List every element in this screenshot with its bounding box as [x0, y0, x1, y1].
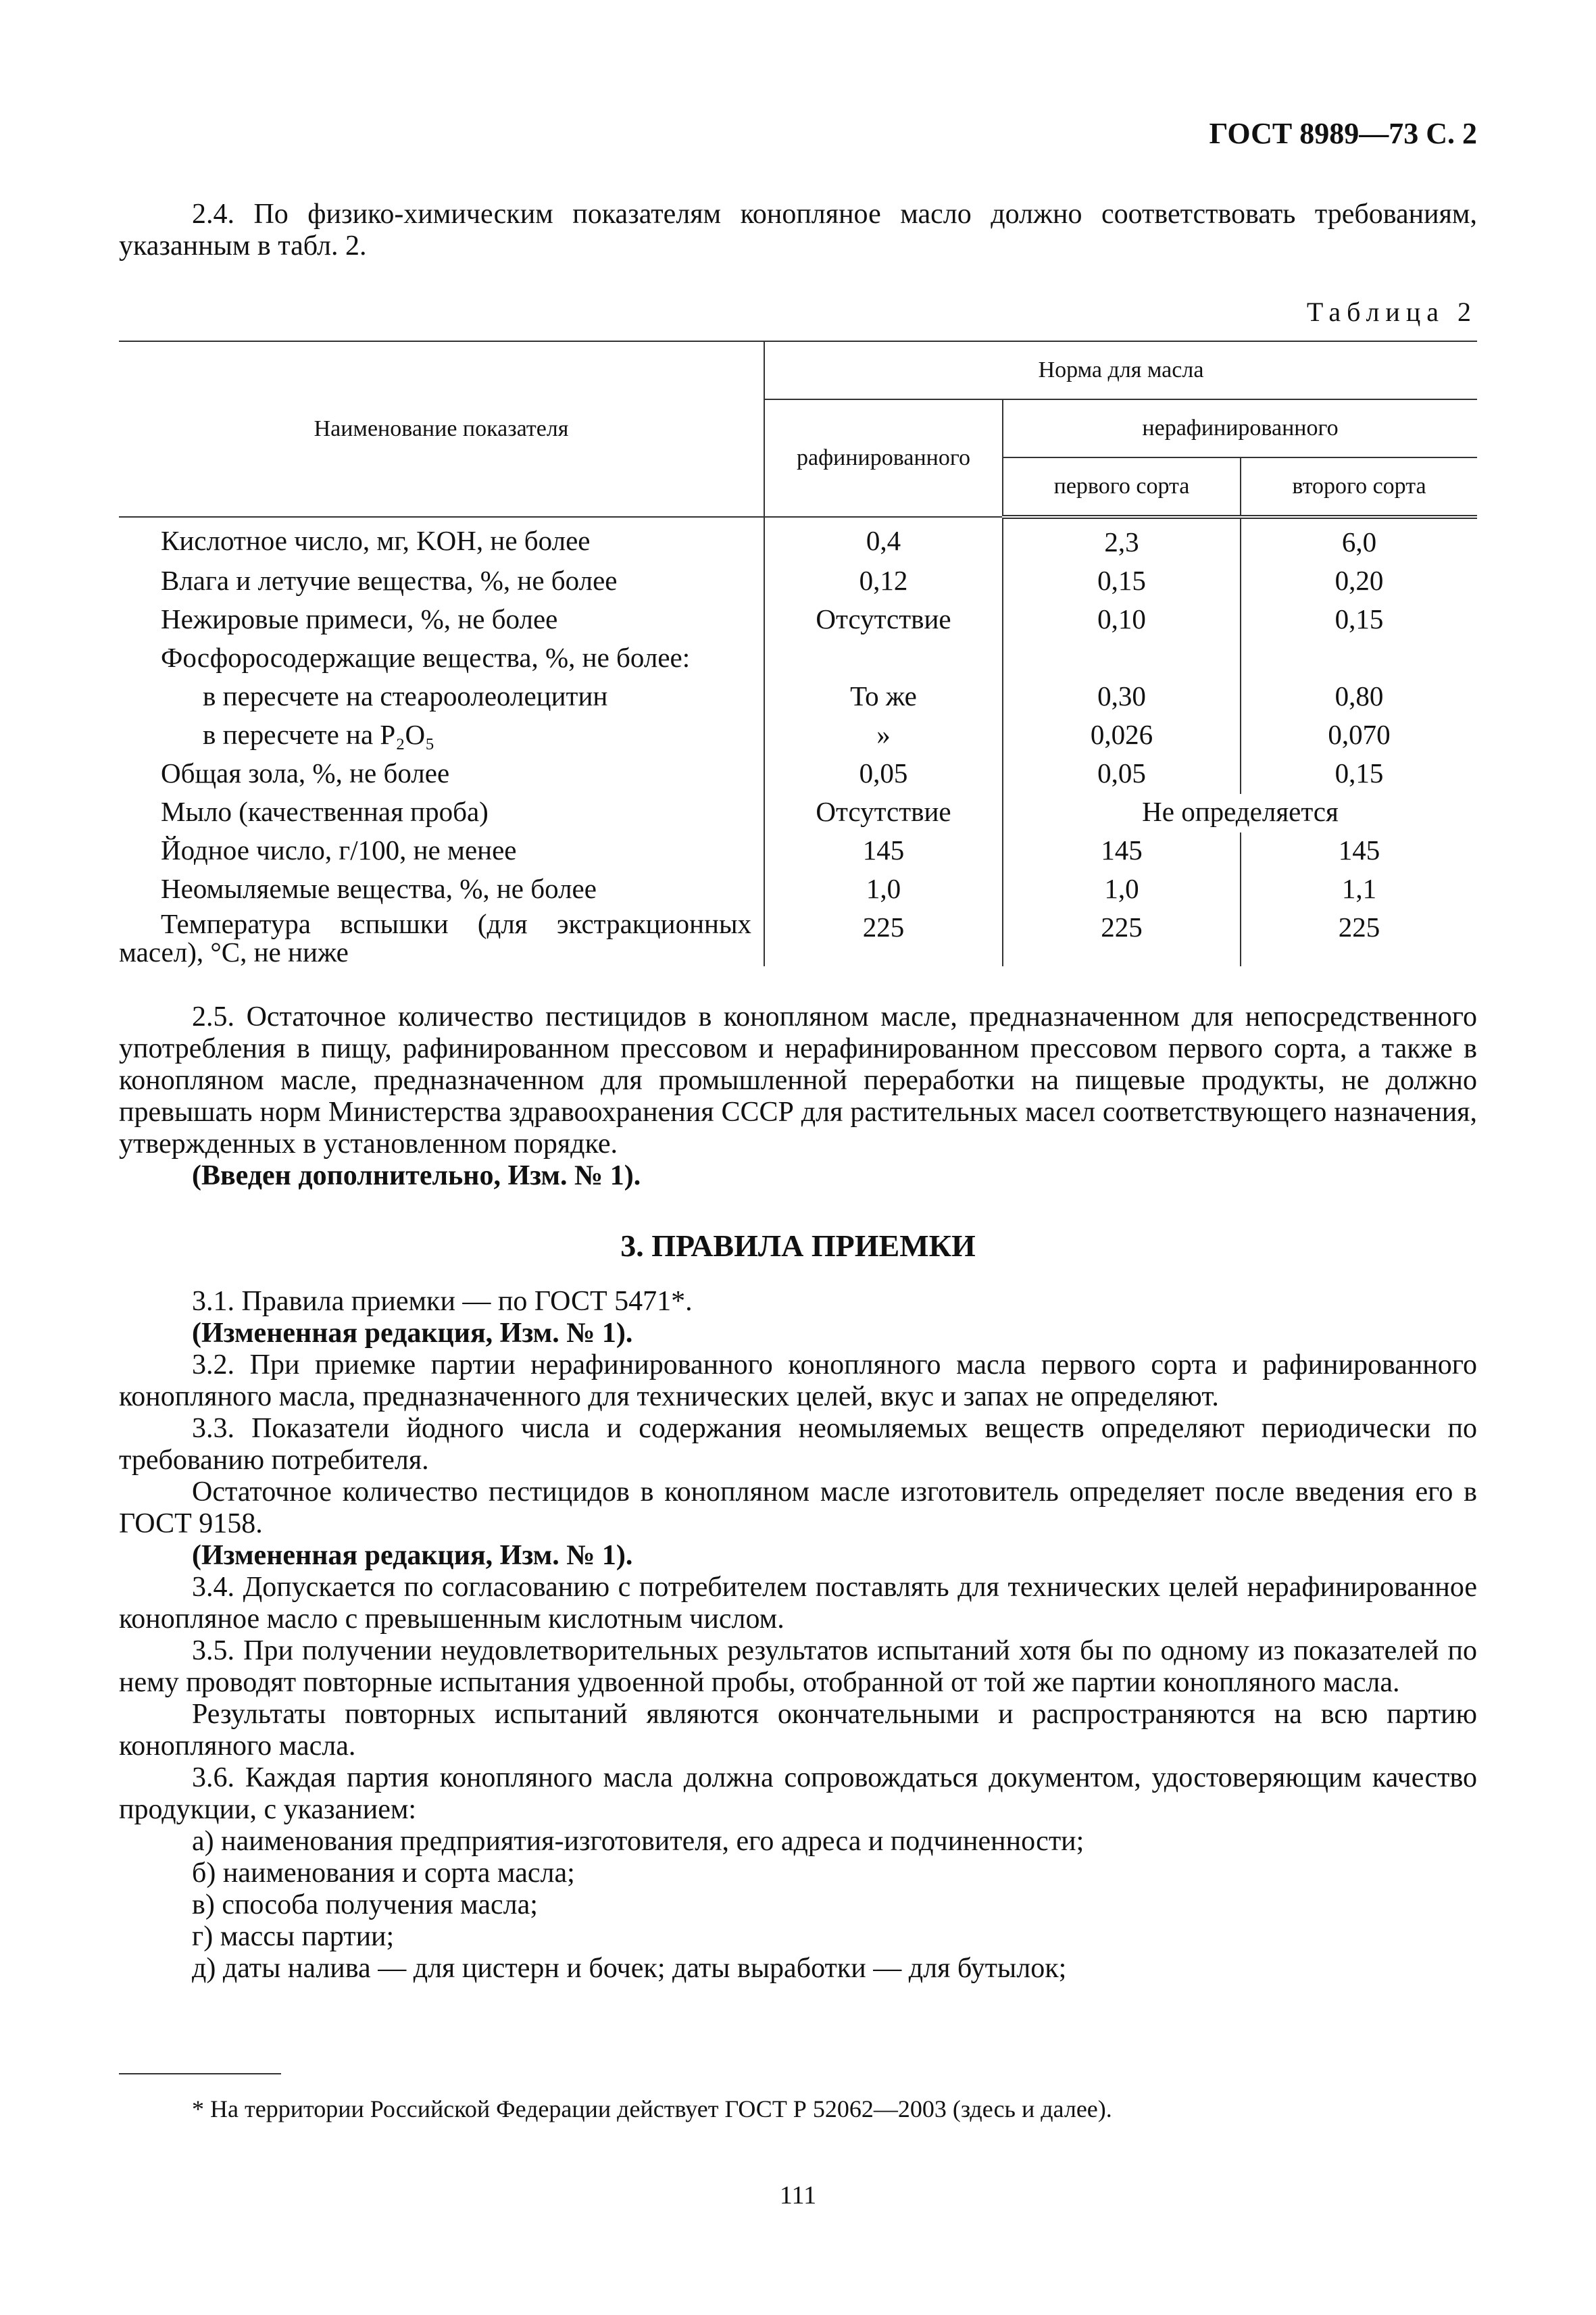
list-item: б) наименования и сорта масла;: [192, 1858, 575, 1889]
table-row: [119, 832, 1477, 871]
first-grade-value: 1,0: [1003, 871, 1241, 910]
row-name: Нежировые примеси, %, не более: [161, 603, 558, 634]
footnote-divider: [119, 2073, 281, 2074]
header-name: Наименование показателя: [119, 341, 764, 517]
amendment-note: (Введен дополнительно, Изм. № 1).: [192, 1160, 641, 1191]
norms-table: [119, 341, 1477, 966]
second-grade-value: 0,15: [1241, 601, 1477, 640]
footnote: * На территории Российской Федерации действует ГОСТ Р 52062—2003 (здесь и далее).: [192, 2095, 1112, 2122]
refined-value: [764, 640, 1003, 678]
header-norm: Норма для масла: [764, 341, 1477, 399]
header-second-grade: второго сорта: [1241, 457, 1477, 517]
table-row: [119, 910, 1477, 966]
header-refined: рафинированного: [764, 399, 1003, 517]
refined-value: 225: [764, 910, 1003, 966]
table-row: [119, 640, 1477, 678]
second-grade-value: 145: [1241, 832, 1477, 871]
refined-value: 0,05: [764, 755, 1003, 794]
row-name: Температура вспышки (для экстракционных масел), °С, не ниже: [119, 908, 751, 968]
list-item: а) наименования предприятия-изготовителя, его адреса и подчиненности;: [192, 1826, 1084, 1857]
second-grade-value: 225: [1241, 910, 1477, 966]
second-grade-value: 0,15: [1241, 755, 1477, 794]
table-caption: Таблица 2: [1306, 297, 1477, 327]
table-row: [119, 871, 1477, 910]
amendment-note: (Измененная редакция, Изм. № 1).: [192, 1540, 633, 1571]
row-name: Мыло (качественная проба): [161, 796, 489, 827]
first-grade-value: 145: [1003, 832, 1241, 871]
refined-value: 1,0: [764, 871, 1003, 910]
row-name: Общая зола, %, не более: [161, 757, 450, 789]
paragraph: Результаты повторных испытаний являются окончательными и распространяются на всю партию конопляного масла.: [119, 1699, 1477, 1762]
refined-value: Отсутствие: [764, 794, 1003, 832]
document-header: ГОСТ 8989—73 С. 2: [1209, 117, 1477, 150]
paragraph: 3.4. Допускается по согласованию с потребителем поставлять для технических целей нерафинированное конопляное масло с превышенным кислотным числом.: [119, 1572, 1477, 1635]
second-grade-value: 6,0: [1241, 517, 1477, 563]
paragraph: 2.5. Остаточное количество пестицидов в конопляном масле, предназначенном для непосредственного употребления в пищу, рафинированном прессовом и нерафинированном прессовом первого сорта, а также в конопляном масле, предназначенном для промышленной переработки на пищевые продукты, не должно превышать норм Министерства здравоохранения СССР для растительных масел соответствующего назначения, утвержденных в установленном порядке.: [119, 1001, 1477, 1160]
refined-value: 0,12: [764, 563, 1003, 601]
row-name: в пересчете на стеароолеолецитин: [203, 680, 608, 712]
list-item: г) массы партии;: [192, 1921, 395, 1952]
table-row: [119, 755, 1477, 794]
row-name: в пересчете на P₂O₅: [203, 719, 435, 750]
row-name: Неомыляемые вещества, %, не более: [161, 873, 597, 904]
refined-value: То же: [764, 678, 1003, 717]
paragraph: 2.4. По физико-химическим показателям конопляное масло должно соответствовать требованиям, указанным в табл. 2.: [119, 199, 1477, 262]
table-row: [119, 794, 1477, 832]
first-grade-value: 0,026: [1003, 717, 1241, 755]
first-grade-value: 0,30: [1003, 678, 1241, 717]
first-grade-value: 2,3: [1003, 517, 1241, 563]
refined-value: 145: [764, 832, 1003, 871]
second-grade-value: [1241, 640, 1477, 678]
unrefined-merged-value: Не определяется: [1003, 794, 1477, 832]
table-row: [119, 563, 1477, 601]
first-grade-value: 0,15: [1003, 563, 1241, 601]
page-number: 111: [779, 2181, 817, 2210]
paragraph: 3.2. При приемке партии нерафинированного конопляного масла первого сорта и рафинированного конопляного масла, предназначенного для технических целей, вкус и запах не определяют.: [119, 1349, 1477, 1412]
table-row: [119, 717, 1477, 755]
table-row: [119, 517, 1477, 563]
paragraph: 3.3. Показатели йодного числа и содержания неомыляемых веществ определяют периодически по требованию потребителя.: [119, 1413, 1477, 1476]
refined-value: Отсутствие: [764, 601, 1003, 640]
second-grade-value: 0,070: [1241, 717, 1477, 755]
row-name: Фосфоросодержащие вещества, %, не более:: [161, 642, 691, 673]
first-grade-value: 0,10: [1003, 601, 1241, 640]
clause-2-4: [119, 199, 1477, 262]
section-3-body: [119, 1286, 1477, 1985]
section-title: 3. ПРАВИЛА ПРИЕМКИ: [620, 1228, 976, 1263]
row-name: Кислотное число, мг, KOH, не более: [161, 525, 591, 556]
paragraph: Остаточное количество пестицидов в конопляном масле изготовитель определяет после введения его в ГОСТ 9158.: [119, 1476, 1477, 1539]
refined-value: »: [764, 717, 1003, 755]
amendment-note: (Измененная редакция, Изм. № 1).: [192, 1318, 633, 1349]
clause-2-5: [119, 1001, 1477, 1192]
first-grade-value: [1003, 640, 1241, 678]
table-row: [119, 678, 1477, 717]
list-item: в) способа получения масла;: [192, 1889, 538, 1920]
second-grade-value: 1,1: [1241, 871, 1477, 910]
paragraph: 3.1. Правила приемки — по ГОСТ 5471*.: [192, 1286, 693, 1317]
row-name: Йодное число, г/100, не менее: [161, 835, 517, 866]
table-row: [119, 601, 1477, 640]
second-grade-value: 0,80: [1241, 678, 1477, 717]
header-first-grade: первого сорта: [1003, 457, 1241, 517]
paragraph: 3.5. При получении неудовлетворительных результатов испытаний хотя бы по одному из показателей по нему проводят повторные испытания удвоенной пробы, отобранной от той же партии конопляного масла.: [119, 1635, 1477, 1698]
second-grade-value: 0,20: [1241, 563, 1477, 601]
header-unrefined: нерафинированного: [1003, 399, 1477, 457]
first-grade-value: 225: [1003, 910, 1241, 966]
refined-value: 0,4: [764, 517, 1003, 563]
first-grade-value: 0,05: [1003, 755, 1241, 794]
paragraph: 3.6. Каждая партия конопляного масла должна сопровождаться документом, удостоверяющим качество продукции, с указанием:: [119, 1762, 1477, 1825]
row-name: Влага и летучие вещества, %, не более: [161, 565, 618, 596]
list-item: д) даты налива — для цистерн и бочек; даты выработки — для бутылок;: [192, 1953, 1067, 1984]
